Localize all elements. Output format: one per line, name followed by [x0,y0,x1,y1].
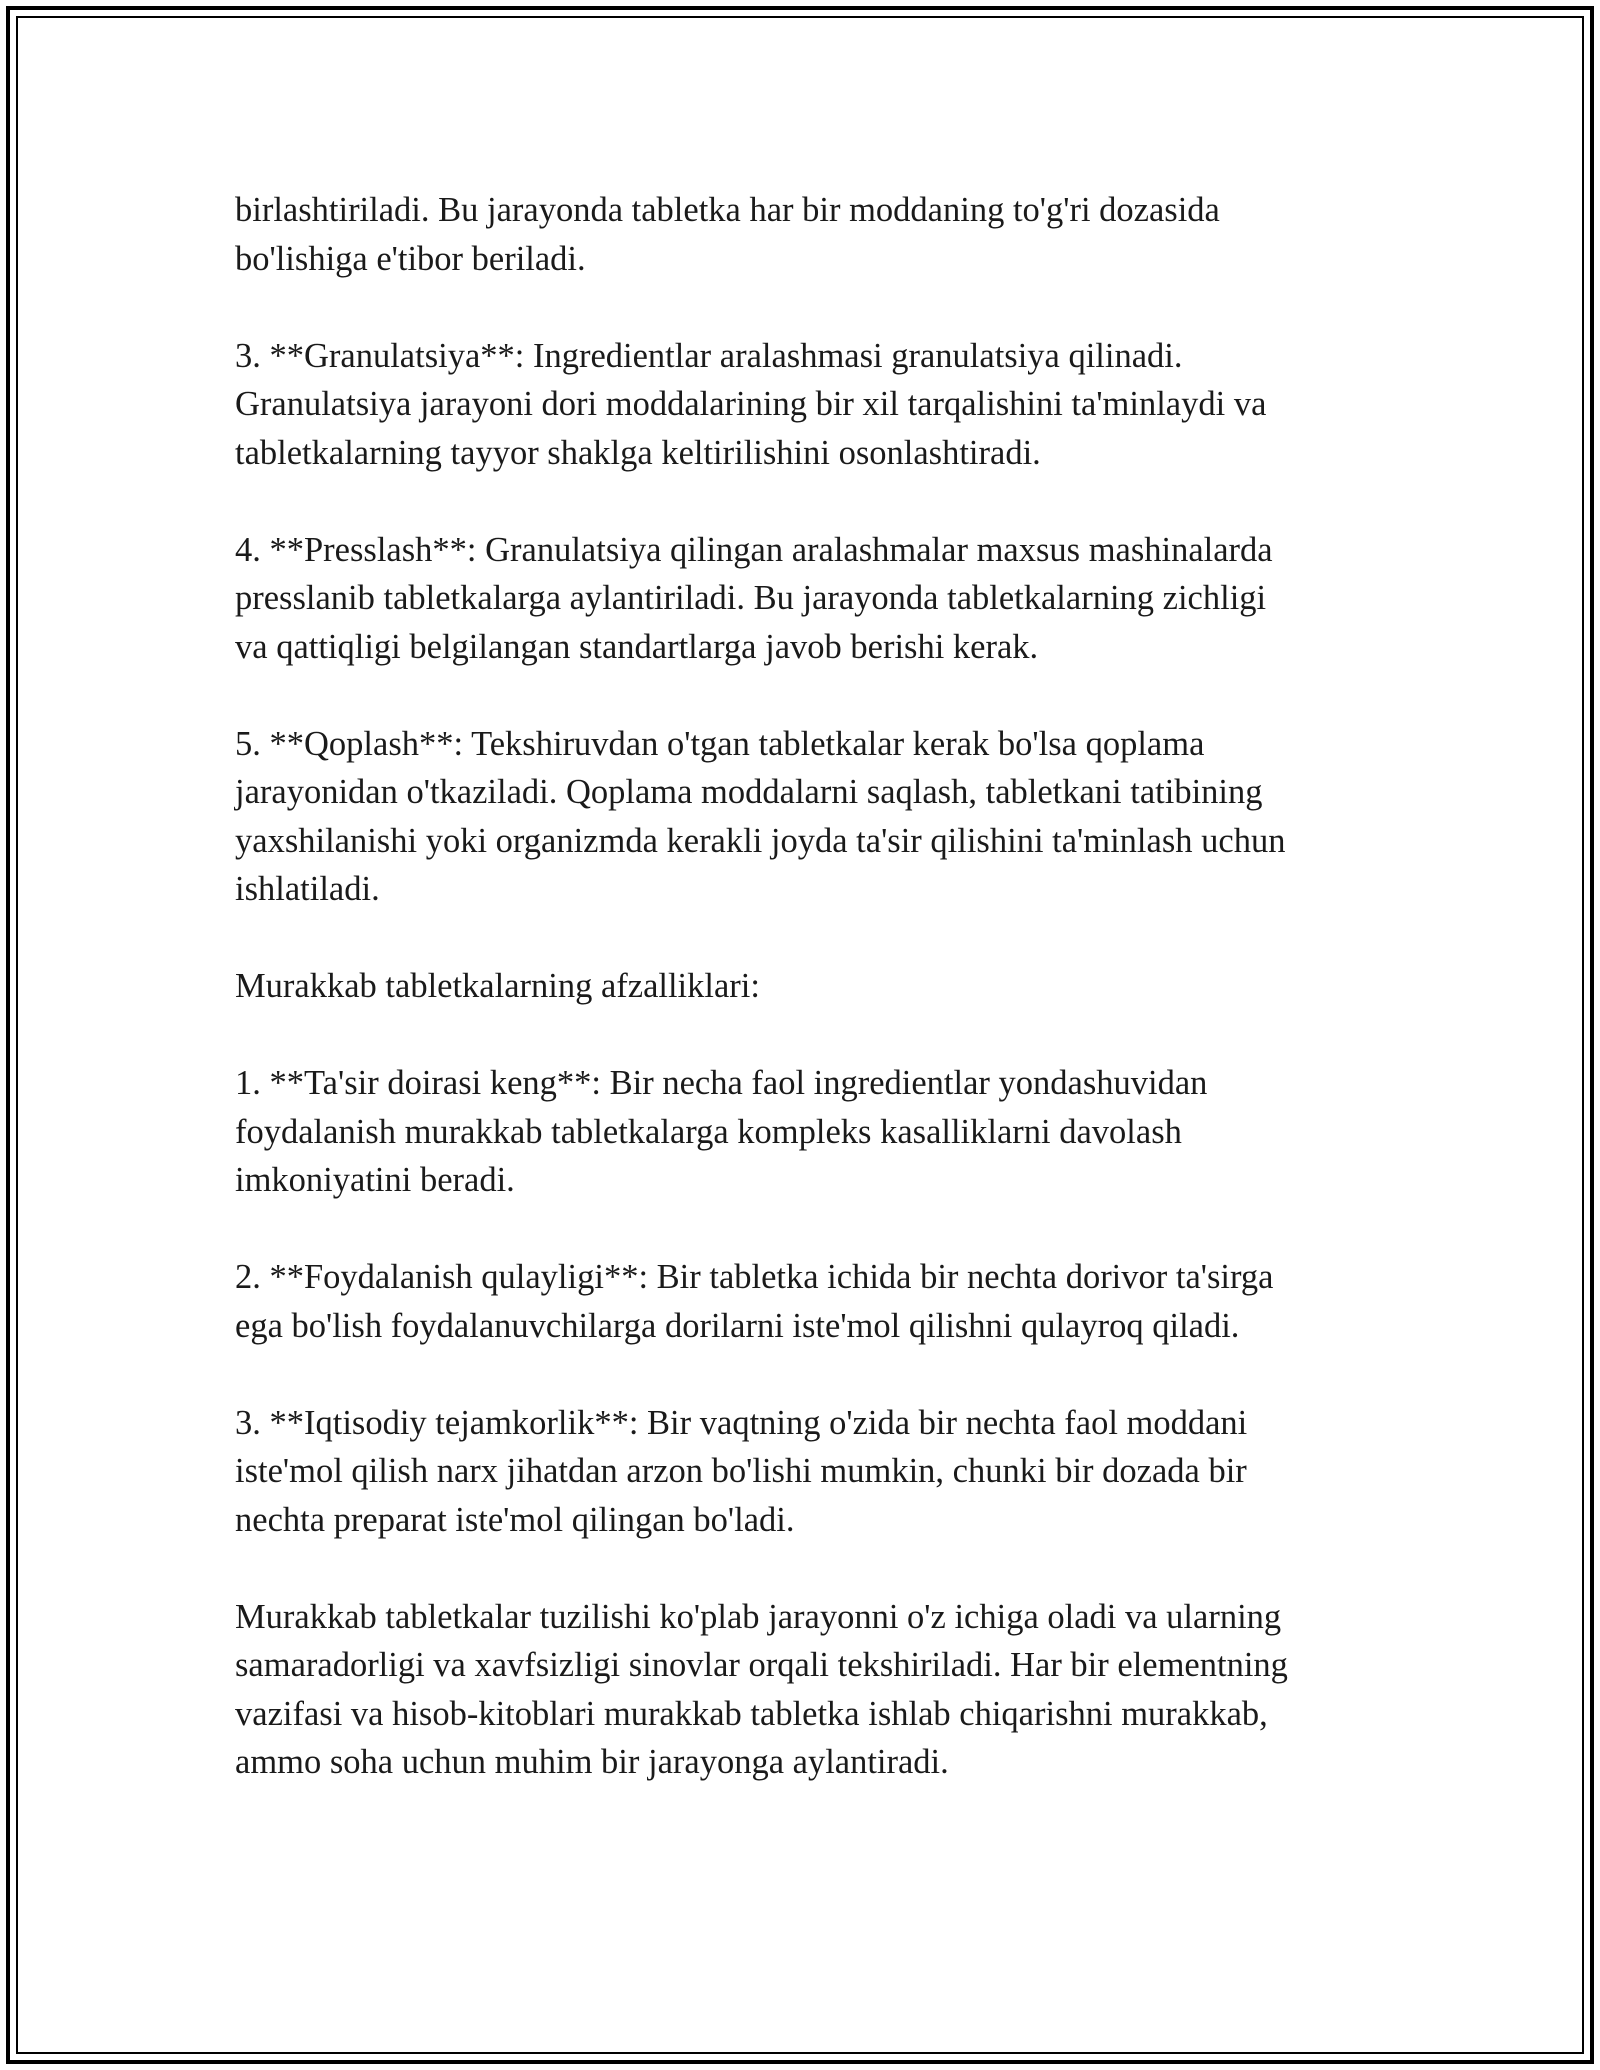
text-line: nechta preparat iste'mol qilingan bo'ladi. [235,1500,795,1539]
paragraph-tasir-doirasi [235,1059,1385,1205]
text-line: 3. **Granulatsiya**: Ingredientlar aralashmasi granulatsiya qilinadi. [235,336,1183,375]
paragraph-foydalanish-qulayligi [235,1253,1385,1350]
text-line: 1. **Ta'sir doirasi keng**: Bir necha faol ingredientlar yondashuvidan [235,1064,1208,1102]
text-line: ega bo'lish foydalanuvchilarga dorilarni iste'mol qilishni qulayroq qiladi. [235,1306,1240,1345]
text-line: 5. **Qoplash**: Tekshiruvdan o'tgan tabletkalar kerak bo'lsa qoplama [235,724,1205,763]
text-line: ishlatiladi. [235,870,380,908]
paragraph-advantages-heading [235,962,1385,1011]
text-line: 3. **Iqtisodiy tejamkorlik**: Bir vaqtning o'zida bir nechta faol moddani [235,1403,1248,1442]
text-line: ammo soha uchun muhim bir jarayonga aylantiradi. [235,1743,949,1781]
text-line: tabletkalarning tayyor shaklga keltirilishini osonlashtiradi. [235,433,1041,472]
text-line: jarayonidan o'tkaziladi. Qoplama moddalarni saqlash, tabletkani tatibining [235,773,1263,811]
text-line: va qattiqligi belgilangan standartlarga javob berishi kerak. [235,627,1039,666]
paragraph-granulatsiya [235,332,1385,478]
text-line: imkoniyatini beradi. [235,1161,515,1199]
text-line: Murakkab tabletkalarning afzalliklari: [235,967,760,1005]
paragraph-intro-continuation [235,186,1385,283]
text-line: Granulatsiya jarayoni dori moddalarining bir xil tarqalishini ta'minlaydi va [235,385,1267,423]
text-line: iste'mol qilish narx jihatdan arzon bo'lishi mumkin, chunki bir dozada bir [235,1452,1247,1490]
text-line: 2. **Foydalanish qulayligi**: Bir tabletka ichida bir nechta dorivor ta'sirga [235,1258,1274,1296]
text-line: foydalanish murakkab tabletkalarga kompleks kasalliklarni davolash [235,1112,1182,1151]
text-line: presslanib tabletkalarga aylantiriladi. Bu jarayonda tabletkalarning zichligi [235,579,1267,617]
text-line: yaxshilanishi yoki organizmda kerakli joyda ta'sir qilishini ta'minlash uchun [235,821,1286,860]
text-line: bo'lishiga e'tibor beriladi. [235,239,586,278]
text-line: Murakkab tabletkalar tuzilishi ko'plab jarayonni o'z ichiga oladi va ularning [235,1597,1282,1636]
paragraph-presslash [235,526,1385,672]
paragraph-qoplash [235,720,1385,914]
text-line: 4. **Presslash**: Granulatsiya qilingan aralashmalar maxsus mashinalarda [235,530,1273,569]
document-body [235,186,1385,1787]
paragraph-iqtisodiy-tejamkorlik [235,1399,1385,1545]
text-line: vazifasi va hisob-kitoblari murakkab tabletka ishlab chiqarishni murakkab, [235,1694,1268,1733]
text-line: birlashtiriladi. Bu jarayonda tabletka har bir moddaning to'g'ri dozasida [235,191,1220,229]
paragraph-conclusion [235,1593,1385,1787]
text-line: samaradorligi va xavfsizligi sinovlar orqali tekshiriladi. Har bir elementning [235,1646,1288,1684]
